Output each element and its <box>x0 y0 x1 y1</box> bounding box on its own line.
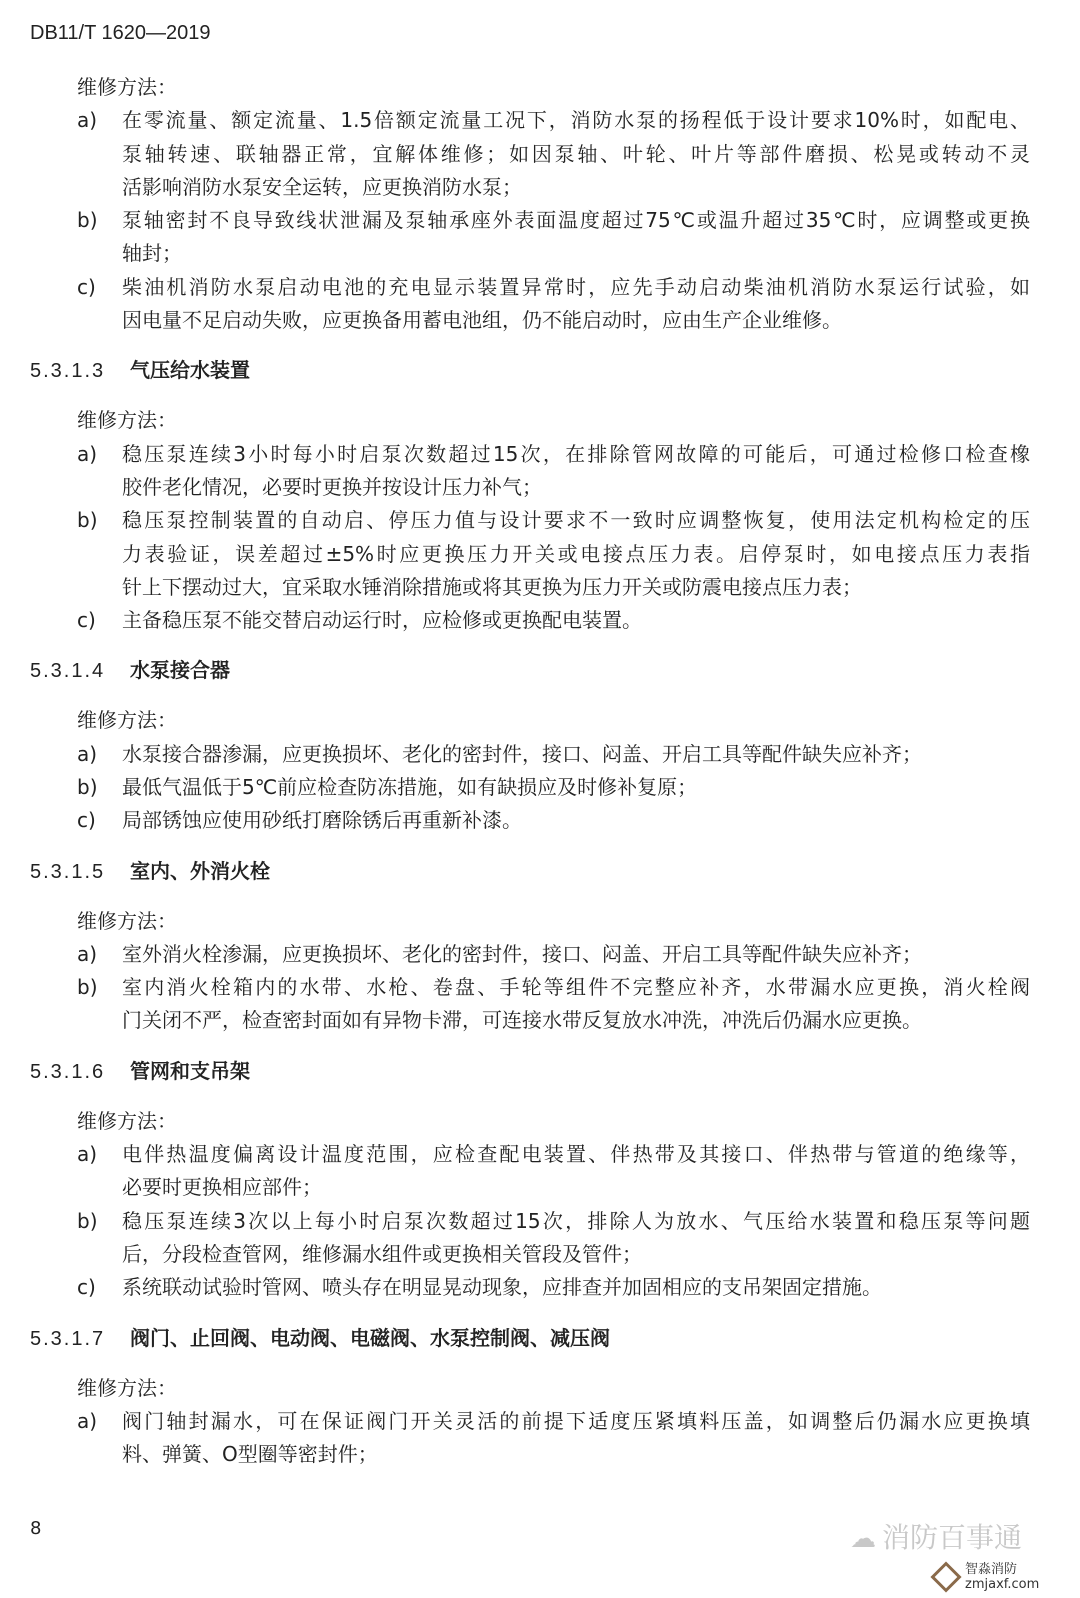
section-title: 室内、外消火栓 <box>130 858 270 883</box>
item-text-line: 稳压泵控制装置的自动启、停压力值与设计要求不一致时应调整恢复，使用法定机构检定的压 <box>122 508 1030 533</box>
method-label: 维修方法： <box>77 708 177 733</box>
item-label: a) <box>77 941 98 966</box>
list-item <box>30 804 1030 837</box>
brand-logo-icon <box>930 1561 961 1592</box>
item-text-line: 水泵接合器渗漏，应更换损坏、老化的密封件，接口、闷盖、开启工具等配件缺失应补齐； <box>122 741 922 766</box>
item-text-line: 稳压泵连续3次以上每小时启泵次数超过15次，排除人为放水、气压给水装置和稳压泵等问题 <box>122 1208 1030 1233</box>
item-text-line: 料、弹簧、O型圈等密封件； <box>122 1442 378 1467</box>
item-text-line: 主备稳压泵不能交替启动运行时，应检修或更换配电装置。 <box>122 608 642 633</box>
list-item <box>30 771 1030 804</box>
item-text-line: 轴封； <box>122 241 182 266</box>
section-heading <box>30 654 1030 687</box>
item-text-line: 系统联动试验时管网、喷头存在明显晃动现象，应排查并加固相应的支吊架固定措施。 <box>122 1275 882 1300</box>
item-label: a) <box>77 108 98 133</box>
list-item <box>30 738 1030 771</box>
item-text-line: 针上下摆动过大，宜采取水锤消除措施或将其更换为压力开关或防震电接点压力表； <box>122 574 862 599</box>
item-text-line: 门关闭不严，检查密封面如有异物卡滞，可连接水带反复放水冲洗，冲洗后仍漏水应更换。 <box>122 1008 922 1033</box>
item-text-line: 稳压泵连续3小时每小时启泵次数超过15次，在排除管网故障的可能后，可通过检修口检查橡 <box>122 441 1030 466</box>
item-label: b) <box>77 975 98 1000</box>
brand-name: 智淼消防 <box>965 1562 1018 1577</box>
list-item <box>30 1405 1030 1472</box>
item-label: c) <box>77 608 96 633</box>
document-body <box>30 71 1030 1471</box>
item-text-line: 因电量不足启动失败，应更换备用蓄电池组，仍不能启动时，应由生产企业维修。 <box>122 308 842 333</box>
section-number: 5.3.1.4 <box>30 660 106 683</box>
list-item <box>30 1138 1030 1205</box>
method-label: 维修方法： <box>77 75 177 99</box>
section-heading <box>30 1322 1030 1355</box>
section-heading <box>30 354 1030 387</box>
item-text-line: 室内消火栓箱内的水带、水枪、卷盘、手轮等组件不完整应补齐，水带漏水应更换，消火栓阀 <box>122 975 1030 1000</box>
list-item <box>30 604 1030 637</box>
item-label: c) <box>77 274 96 299</box>
item-label: b) <box>77 775 98 800</box>
list-item <box>30 1205 1030 1272</box>
item-label: a) <box>77 1408 98 1433</box>
list-item <box>30 438 1030 505</box>
item-label: a) <box>77 741 98 766</box>
section-number: 5.3.1.6 <box>30 1060 106 1083</box>
item-label: b) <box>77 508 98 533</box>
item-label: c) <box>77 1275 96 1300</box>
list-item <box>30 971 1030 1038</box>
item-text-line: 力表验证，误差超过±5%时应更换压力开关或电接点压力表。启停泵时，如电接点压力表指 <box>122 541 1030 566</box>
section-title: 气压给水装置 <box>130 358 250 383</box>
item-text-line: 后，分段检查管网，维修漏水组件或更换相关管段及管件； <box>122 1241 642 1266</box>
list-item <box>30 504 1030 604</box>
page-number: 8 <box>30 1518 42 1539</box>
item-text-line: 电伴热温度偏离设计温度范围，应检查配电装置、伴热带及其接口、伴热带与管道的绝缘等， <box>122 1142 1030 1167</box>
method-label: 维修方法： <box>77 408 177 433</box>
item-label: a) <box>77 1142 98 1167</box>
item-text-line: 活影响消防水泵安全运转，应更换消防水泵； <box>122 174 522 199</box>
list-item <box>30 104 1030 204</box>
section-number: 5.3.1.5 <box>30 860 106 883</box>
list-item <box>30 204 1030 271</box>
item-label: a) <box>77 441 98 466</box>
item-text-line: 柴油机消防水泵启动电池的充电显示装置异常时，应先手动启动柴油机消防水泵运行试验，如 <box>122 274 1030 299</box>
watermark <box>850 1522 1022 1554</box>
item-text-line: 必要时更换相应部件； <box>122 1175 322 1200</box>
list-item <box>30 1271 1030 1304</box>
section-title: 阀门、止回阀、电动阀、电磁阀、水泵控制阀、减压阀 <box>130 1325 610 1350</box>
item-text-line: 胶件老化情况，必要时更换并按设计压力补气； <box>122 474 542 499</box>
wechat-icon: ☁ <box>850 1524 876 1554</box>
item-text-line: 最低气温低于5℃前应检查防冻措施，如有缺损应及时修补复原； <box>122 775 698 800</box>
item-text-line: 局部锈蚀应使用砂纸打磨除锈后再重新补漆。 <box>122 808 522 833</box>
list-item <box>30 271 1030 338</box>
section-number: 5.3.1.7 <box>30 1327 106 1350</box>
brand-site: zmjaxf.com <box>965 1577 1040 1592</box>
item-text-line: 阀门轴封漏水，可在保证阀门开关灵活的前提下适度压紧填料压盖，如调整后仍漏水应更换填 <box>122 1408 1030 1433</box>
item-text-line: 泵轴转速、联轴器正常，宜解体维修；如因泵轴、叶轮、叶片等部件磨损、松晃或转动不灵 <box>122 141 1030 166</box>
section-heading <box>30 1055 1030 1088</box>
item-text-line: 泵轴密封不良导致线状泄漏及泵轴承座外表面温度超过75℃或温升超过35℃时，应调整或更换 <box>122 208 1030 233</box>
brand-watermark <box>965 1562 1039 1592</box>
section-number: 5.3.1.3 <box>30 360 106 383</box>
section-title: 水泵接合器 <box>130 658 230 683</box>
document-code: DB11/T 1620—2019 <box>30 22 211 44</box>
item-label: c) <box>77 808 96 833</box>
item-text-line: 在零流量、额定流量、1.5倍额定流量工况下，消防水泵的扬程低于设计要求10%时，如配电、 <box>122 108 1030 133</box>
watermark-text: 消防百事通 <box>882 1521 1023 1554</box>
item-label: b) <box>77 1208 98 1233</box>
item-label: b) <box>77 208 98 233</box>
item-text-line: 室外消火栓渗漏，应更换损坏、老化的密封件，接口、闷盖、开启工具等配件缺失应补齐； <box>122 941 922 966</box>
method-label: 维修方法： <box>77 1108 177 1133</box>
method-label: 维修方法： <box>77 908 177 933</box>
list-item <box>30 938 1030 971</box>
section-heading <box>30 855 1030 888</box>
method-label: 维修方法： <box>77 1375 177 1400</box>
section-title: 管网和支吊架 <box>130 1058 250 1083</box>
